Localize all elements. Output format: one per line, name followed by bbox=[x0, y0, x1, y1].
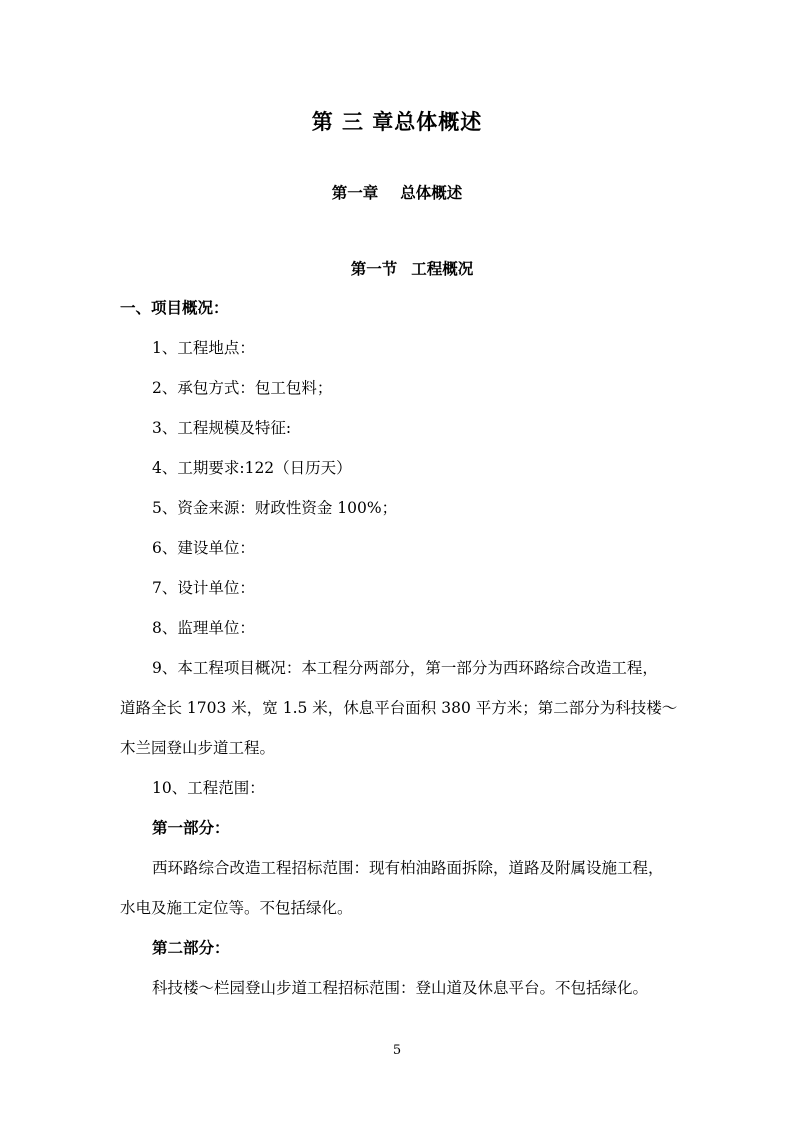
list-item: 4、工期要求:122（日历天） bbox=[152, 459, 352, 477]
list-item: 2、承包方式：包工包料； bbox=[152, 379, 333, 397]
part-1-line-1: 西环路综合改造工程招标范围：现有柏油路面拆除，道路及附属设施工程， bbox=[152, 859, 664, 877]
item-10: 10、工程范围： bbox=[152, 779, 265, 797]
list-item: 6、建设单位： bbox=[152, 539, 255, 557]
part-1-heading: 第一部分： bbox=[152, 818, 230, 837]
list-item: 3、工程规模及特征: bbox=[152, 419, 292, 437]
list-item: 7、设计单位： bbox=[152, 579, 255, 597]
page-number: 5 bbox=[392, 1043, 402, 1058]
part-2-line-1: 科技楼～栏园登山步道工程招标范围：登山道及休息平台。不包括绿化。 bbox=[152, 979, 649, 997]
chapter-subtitle-number: 第一章 bbox=[331, 183, 379, 202]
item-9-line-3: 木兰园登山步道工程。 bbox=[120, 739, 276, 757]
section-title-number: 第一节 bbox=[350, 259, 398, 278]
list-item: 8、监理单位： bbox=[152, 619, 255, 637]
part-1-line-2: 水电及施工定位等。不包括绿化。 bbox=[120, 899, 353, 917]
chapter-subtitle-title: 总体概述 bbox=[400, 183, 463, 202]
list-item: 5、资金来源：财政性资金 100%； bbox=[152, 499, 398, 517]
item-9-line-2: 道路全长 1703 米，宽 1.5 米，休息平台面积 380 平方米；第二部分为科技楼～ bbox=[120, 699, 678, 717]
list-item: 1、工程地点： bbox=[152, 339, 255, 357]
chapter-subtitle bbox=[0, 183, 794, 203]
section-title bbox=[15, 259, 794, 279]
item-9-line-1: 9、本工程项目概况：本工程分两部分，第一部分为西环路综合改造工程， bbox=[152, 659, 658, 677]
heading-project-overview: 一、项目概况： bbox=[120, 298, 229, 317]
chapter-title: 第 三 章总体概述 bbox=[311, 109, 483, 134]
part-2-heading: 第二部分： bbox=[152, 938, 230, 957]
section-title-text: 工程概况 bbox=[411, 259, 474, 278]
